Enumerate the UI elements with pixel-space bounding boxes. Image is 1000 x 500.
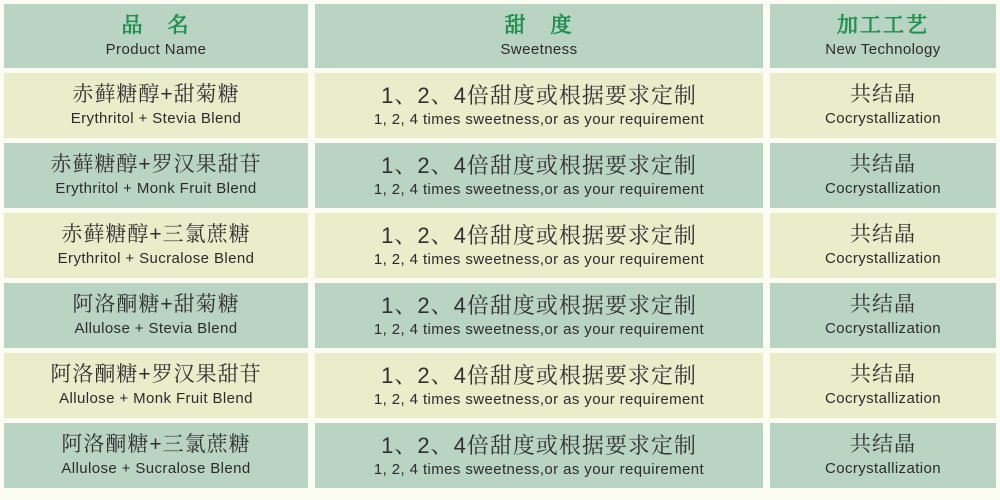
sweetness-zh: 1、2、4倍甜度或根据要求定制 bbox=[381, 152, 697, 178]
sweetness-en: 1, 2, 4 times sweetness,or as your requirement bbox=[373, 251, 705, 269]
product-name-en: Allulose + Stevia Blend bbox=[74, 320, 238, 338]
sweetness-zh: 1、2、4倍甜度或根据要求定制 bbox=[381, 362, 697, 388]
process-zh: 共结晶 bbox=[850, 153, 916, 177]
process-en: Cocrystallization bbox=[824, 110, 941, 128]
product-name-en: Erythritol + Monk Fruit Blend bbox=[55, 180, 257, 198]
sweetness-en: 1, 2, 4 times sweetness,or as your requirement bbox=[373, 181, 705, 199]
table-row-1-product bbox=[4, 73, 308, 138]
header-product-name-zh: 品 名 bbox=[121, 13, 191, 37]
table-row-6-sweetness bbox=[315, 423, 763, 488]
table-row-3-process bbox=[770, 213, 996, 278]
table-row-1-process bbox=[770, 73, 996, 138]
process-zh: 共结晶 bbox=[850, 293, 916, 317]
product-name-zh: 阿洛酮糖+三氯蔗糖 bbox=[61, 433, 251, 457]
table-row-5-sweetness bbox=[315, 353, 763, 418]
process-en: Cocrystallization bbox=[824, 460, 941, 478]
header-technology-zh: 加工工艺 bbox=[837, 13, 929, 37]
table-row-6-process bbox=[770, 423, 996, 488]
sweetness-en: 1, 2, 4 times sweetness,or as your requirement bbox=[373, 391, 705, 409]
header-sweetness-zh: 甜 度 bbox=[504, 13, 574, 37]
table-row-4-process bbox=[770, 283, 996, 348]
table-row-3-product bbox=[4, 213, 308, 278]
table-row-2-product bbox=[4, 143, 308, 208]
table-row-4-product bbox=[4, 283, 308, 348]
product-name-zh: 赤藓糖醇+罗汉果甜苷 bbox=[50, 153, 262, 177]
sweetness-en: 1, 2, 4 times sweetness,or as your requirement bbox=[373, 461, 705, 479]
process-zh: 共结晶 bbox=[850, 433, 916, 457]
table-row-6-product bbox=[4, 423, 308, 488]
process-en: Cocrystallization bbox=[824, 390, 941, 408]
process-en: Cocrystallization bbox=[824, 250, 941, 268]
sweetness-zh: 1、2、4倍甜度或根据要求定制 bbox=[381, 432, 697, 458]
sweetness-zh: 1、2、4倍甜度或根据要求定制 bbox=[381, 82, 697, 108]
header-technology bbox=[770, 4, 996, 68]
sweetness-en: 1, 2, 4 times sweetness,or as your requirement bbox=[373, 321, 705, 339]
product-name-zh: 阿洛酮糖+甜菊糖 bbox=[72, 293, 240, 317]
product-name-zh: 阿洛酮糖+罗汉果甜苷 bbox=[50, 363, 262, 387]
table-row-2-sweetness bbox=[315, 143, 763, 208]
sweetness-zh: 1、2、4倍甜度或根据要求定制 bbox=[381, 222, 697, 248]
product-name-en: Allulose + Sucralose Blend bbox=[61, 460, 251, 478]
table-row-1-sweetness bbox=[315, 73, 763, 138]
header-technology-en: New Technology bbox=[825, 40, 941, 58]
process-en: Cocrystallization bbox=[824, 320, 941, 338]
table-row-2-process bbox=[770, 143, 996, 208]
sweetness-en: 1, 2, 4 times sweetness,or as your requirement bbox=[373, 111, 705, 129]
table-row-5-product bbox=[4, 353, 308, 418]
process-zh: 共结晶 bbox=[850, 363, 916, 387]
product-name-en: Erythritol + Stevia Blend bbox=[70, 110, 242, 128]
process-zh: 共结晶 bbox=[850, 83, 916, 107]
process-zh: 共结晶 bbox=[850, 223, 916, 247]
header-sweetness bbox=[315, 4, 763, 68]
header-sweetness-en: Sweetness bbox=[500, 40, 578, 58]
header-product-name-en: Product Name bbox=[105, 40, 207, 58]
product-name-en: Erythritol + Sucralose Blend bbox=[57, 250, 255, 268]
table-row-5-process bbox=[770, 353, 996, 418]
sweetness-zh: 1、2、4倍甜度或根据要求定制 bbox=[381, 292, 697, 318]
product-name-zh: 赤藓糖醇+三氯蔗糖 bbox=[61, 223, 251, 247]
table-row-4-sweetness bbox=[315, 283, 763, 348]
product-name-en: Allulose + Monk Fruit Blend bbox=[59, 390, 253, 408]
process-en: Cocrystallization bbox=[824, 180, 941, 198]
product-name-zh: 赤藓糖醇+甜菊糖 bbox=[72, 83, 240, 107]
table-row-3-sweetness bbox=[315, 213, 763, 278]
header-product-name bbox=[4, 4, 308, 68]
